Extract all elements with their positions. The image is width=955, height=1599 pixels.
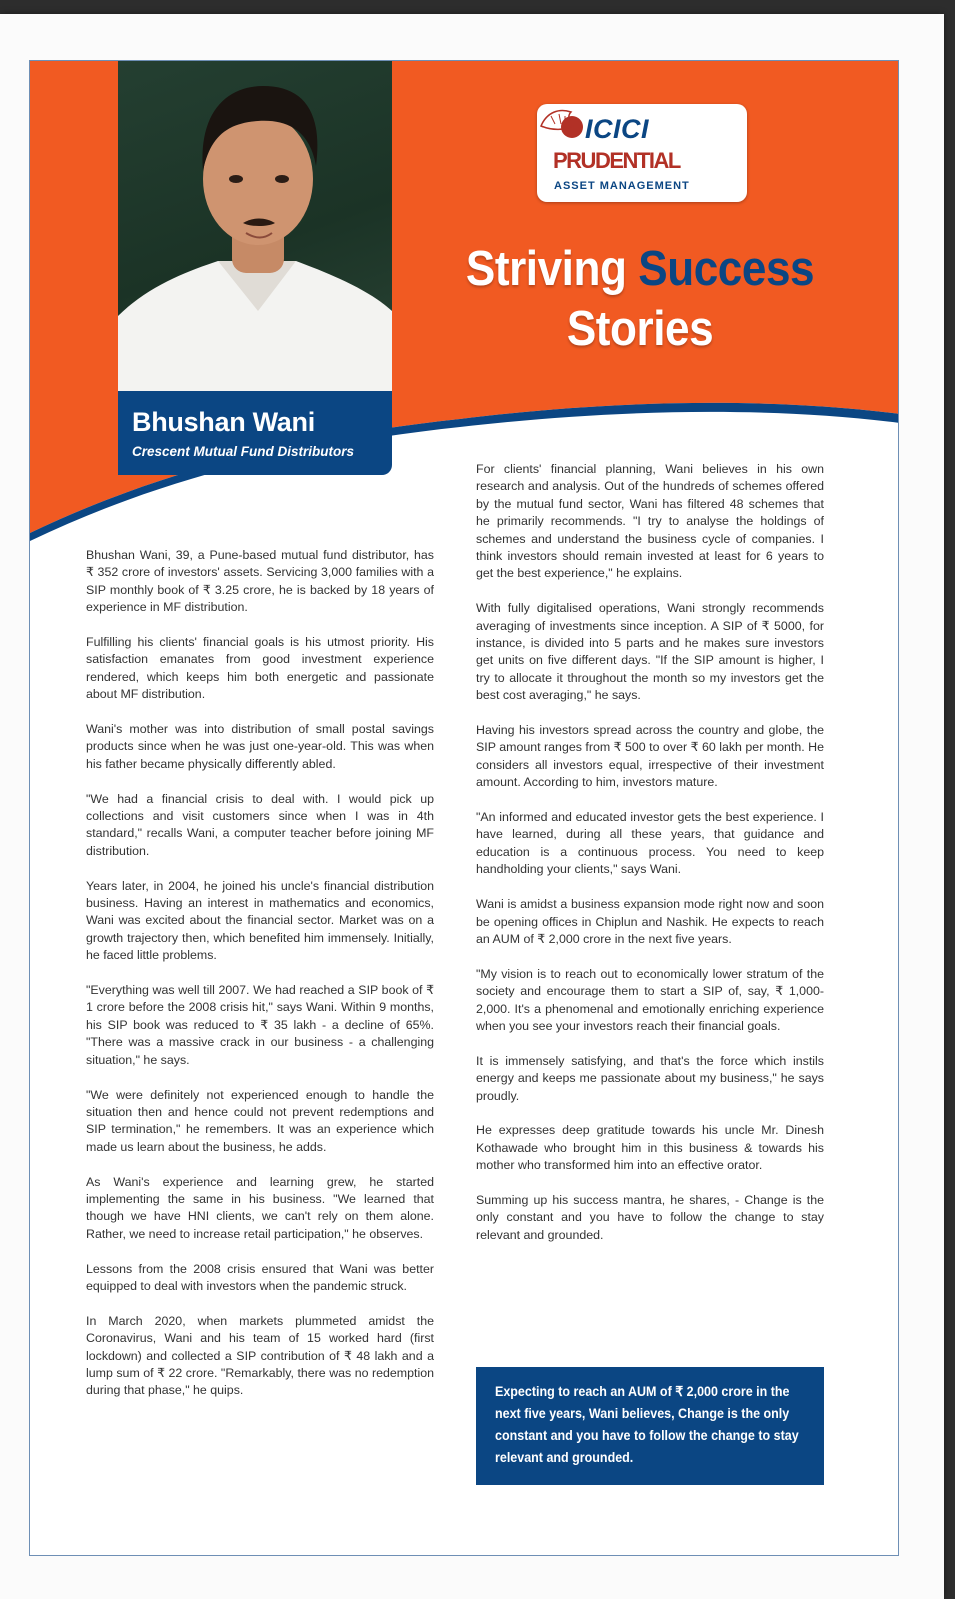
lion-icon <box>537 104 577 134</box>
person-silhouette <box>118 61 392 391</box>
paragraph: In March 2020, when markets plummeted amidst the Coronavirus, Wani and his team of 15 worked hard (first lockdown) and collected a SIP contribution of ₹ 48 lakh and a lump sum of ₹ 22 crore. "Remarkably, there was no redemption during that phase," he quips. <box>86 1313 434 1398</box>
paragraph: "We were definitely not experienced enough to handle the situation then and hence could not prevent redemptions and SIP termination," he remembers. It was an experience which made us learn about the business, he adds. <box>86 1087 434 1154</box>
right-column <box>476 461 824 1262</box>
paragraph: He expresses deep gratitude towards his uncle Mr. Dinesh Kothawade who brought him in this business & towards his mother who transformed him into an effective orator. <box>476 1123 824 1173</box>
paragraph: "Everything was well till 2007. We had reached a SIP book of ₹ 1 crore before the 2008 crisis hit," says Wani. Within 9 months, his SIP book was reduced to ₹ 35 lakh - a decline of 65%. "There was a massive crack in our business - a challenging situation," he says. <box>86 983 434 1067</box>
pull-quote-box <box>476 1367 824 1485</box>
paragraph: It is immensely satisfying, and that's the force which instils energy and keeps me passionate about my business," he says proudly. <box>476 1053 824 1103</box>
logo-text-icici: ICICI <box>585 114 650 144</box>
name-plate <box>118 391 392 475</box>
logo-text-asset-management: ASSET MANAGEMENT <box>554 180 690 192</box>
person-name: Bhushan Wani <box>132 407 315 437</box>
pull-quote-text: Expecting to reach an AUM of ₹ 2,000 crore in the next five years, Wani believes, Change is the only constant and you have to follow the change to stay relevant and grounded. <box>495 1384 799 1465</box>
left-column <box>86 547 434 1417</box>
paragraph: "An informed and educated investor gets the best experience. I have learned, during all these years, that guidance and education is a continuous process. You need to keep handholding your clients," says Wani. <box>476 810 824 877</box>
paragraph: Having his investors spread across the country and globe, the SIP amount ranges from ₹ 500 to over ₹ 60 lakh per month. He considers all investors equal, irrespective of their investment amount. According to him, investors mature. <box>476 723 824 790</box>
paragraph: Summing up his success mantra, he shares, - Change is the only constant and you have to follow the change to stay relevant and grounded. <box>476 1192 824 1242</box>
paragraph: "We had a financial crisis to deal with. I would pick up collections and visit customers since when I was in 4th standard," recalls Wani, a computer teacher before joining MF distribution. <box>86 791 434 858</box>
title-success: Success <box>638 242 815 296</box>
paragraph: Wani's mother was into distribution of small postal savings products since when he was just one-year-old. This was when his father became physically differently abled. <box>86 722 434 771</box>
paragraph: Lessons from the 2008 crisis ensured that Wani was better equipped to deal with investors when the pandemic struck. <box>86 1261 434 1293</box>
paragraph: Years later, in 2004, he joined his uncle's financial distribution business. Having an interest in mathematics and economics, Wani was excited about the financial sector. Market was on a growth trajectory then, which benefited him immensely. Initially, he faced little problems. <box>86 878 434 963</box>
paragraph: With fully digitalised operations, Wani strongly recommends averaging of investments since inception. A SIP of ₹ 5000, for instance, is divided into 5 parts and he makes sure investors get units on five different days. "If the SIP amount is higher, I try to allocate it throughout the month so my investors get the best cost averaging," he says. <box>476 601 824 703</box>
paragraph: As Wani's experience and learning grew, he started implementing the same in his business. "We learned that though we have HNI clients, we can't rely on them alone. Rather, we need to increase retail participation," he observes. <box>86 1174 434 1241</box>
logo-text-prudential: PRUDENTIAL <box>553 148 680 173</box>
company-name: Crescent Mutual Fund Distributors <box>132 444 355 459</box>
icici-prudential-logo <box>537 104 747 202</box>
title-stories: Stories <box>566 302 714 356</box>
page-title <box>424 239 856 359</box>
paragraph: Bhushan Wani, 39, a Pune-based mutual fund distributor, has ₹ 352 crore of investors' assets. Servicing 3,000 families with a SIP monthly book of ₹ 3.25 crore, he is backed by 18 years of experience in MF distribution. <box>86 548 434 615</box>
paragraph: Wani is amidst a business expansion mode right now and soon be opening offices in Chiplun and Nashik. He expects to reach an AUM of ₹ 2,000 crore in the next five years. <box>476 897 824 946</box>
portrait-photo <box>118 61 392 391</box>
paragraph: Fulfilling his clients' financial goals is his utmost priority. His satisfaction emanates from good investment experience rendered, which keeps him both energetic and passionate about MF distribution. <box>86 635 434 702</box>
article-frame <box>29 60 899 1556</box>
title-striving: Striving <box>465 242 639 296</box>
paragraph: For clients' financial planning, Wani believes in his own research and analysis. Out of the hundreds of schemes offered by the mutual fund sector, Wani has filtered 48 schemes that he primarily recommends. "I try to analyse the holdings of schemes and understand the business cycle of companies. I think investors should remain invested at least for 6 years to get the best experience," he explains. <box>476 462 824 581</box>
paragraph: "My vision is to reach out to economically lower stratum of the society and encourage them to start a SIP of, say, ₹ 1,000-2,000. It's a phenomenal and emotionally enriching experience when you see your investors reach their financial goals. <box>476 966 824 1033</box>
